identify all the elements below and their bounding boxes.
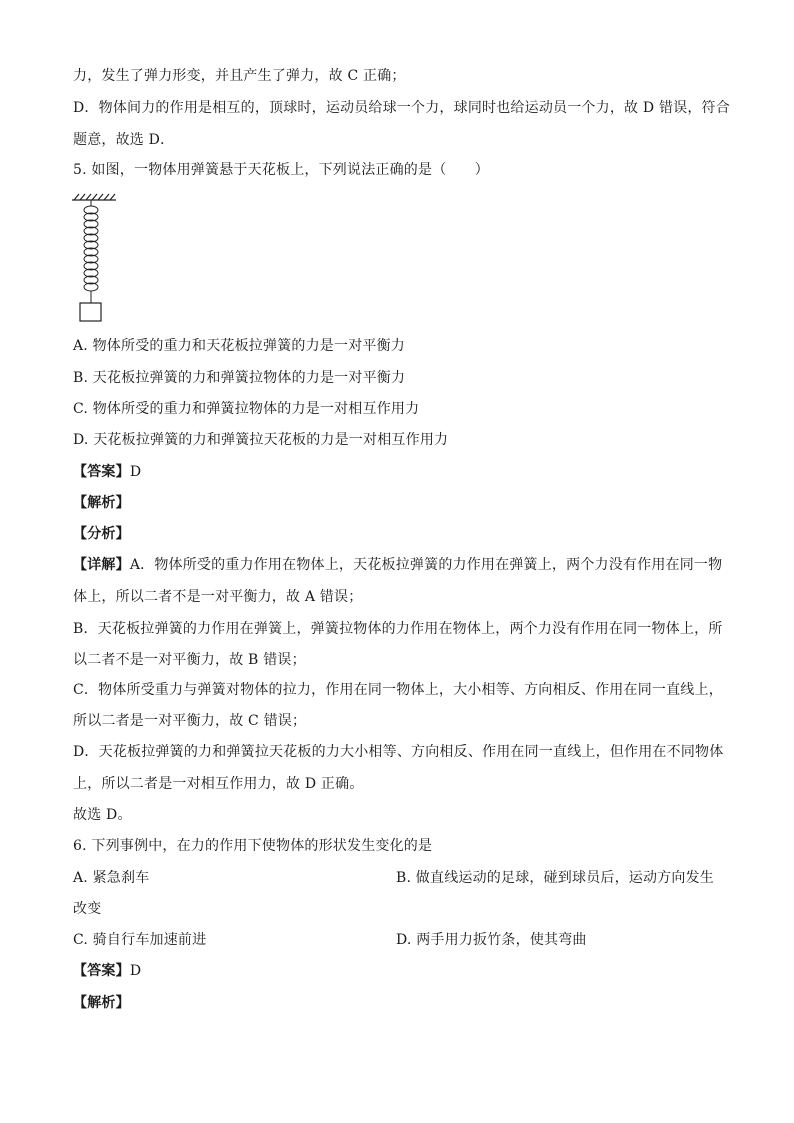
q6-answer — [73, 961, 723, 981]
q5-conclusion: 故选 D。 — [73, 807, 132, 823]
spring-icon — [84, 200, 98, 303]
q5-analysis-tag: 【解析】 — [73, 495, 130, 511]
q5-detail-line-8: 上，所以二者是一对相互作用力，故 D 正确。 — [73, 776, 364, 792]
detail-tag: 【详解】 — [73, 557, 130, 573]
answer-tag: 【答案】 — [73, 963, 130, 979]
q5-detail-line-5: C．物体所受重力与弹簧对物体的拉力，作用在同一物体上，大小相等、方向相反、作用在同一直线上， — [73, 682, 723, 698]
prev-answer-line-1: 力，发生了弹力形变，并且产生了弹力，故 C 正确； — [73, 68, 406, 84]
spring-diagram — [70, 193, 120, 325]
q5-detail-line-3: B．天花板拉弹簧的力作用在弹簧上，弹簧拉物体的力作用在物体上，两个力没有作用在同一物体上，所 — [73, 621, 723, 637]
q5-detail-line-4: 以二者不是一对平衡力，故 B 错误； — [73, 652, 306, 668]
q5-option-d: D. 天花板拉弹簧的力和弹簧拉天花板的力是一对相互作用力 — [73, 432, 449, 448]
q6-option-c: C. 骑自行车加速前进 — [73, 932, 207, 948]
q6-analysis-tag: 【解析】 — [73, 995, 130, 1011]
q5-detail-line-1 — [73, 555, 723, 575]
answer-value: D — [129, 464, 142, 480]
q6-options-row-2 — [73, 930, 723, 950]
ceiling-icon — [72, 194, 116, 200]
q5-answer — [73, 462, 723, 482]
q5-fenxi-tag: 【分析】 — [73, 526, 130, 542]
q6-option-d: D. 两手用力扳竹条，使其弯曲 — [396, 932, 587, 948]
question-5-stem: 5. 如图，一物体用弹簧悬于天花板上，下列说法正确的是（ ） — [73, 162, 490, 178]
answer-value: D — [129, 963, 142, 979]
hanging-block-icon — [80, 303, 101, 321]
q5-option-b: B. 天花板拉弹簧的力和弹簧拉物体的力是一对平衡力 — [73, 370, 406, 386]
q6-option-b-cont: 改变 — [73, 901, 102, 917]
q6-option-b: B. 做直线运动的足球，碰到球员后，运动方向发生 — [396, 870, 714, 886]
q6-option-a: A. 紧急刹车 — [73, 870, 150, 886]
answer-tag: 【答案】 — [73, 464, 130, 480]
q5-option-c: C. 物体所受的重力和弹簧拉物体的力是一对相互作用力 — [73, 401, 420, 417]
q5-option-a: A. 物体所受的重力和天花板拉弹簧的力是一对平衡力 — [73, 338, 406, 354]
q6-options-row-1 — [73, 868, 723, 888]
detail-text: A．物体所受的重力作用在物体上，天花板拉弹簧的力作用在弹簧上，两个力没有作用在同一物 — [129, 557, 723, 573]
question-6-stem: 6. 下列事例中，在力的作用下使物体的形状发生变化的是 — [73, 838, 433, 854]
q5-detail-line-2: 体上，所以二者不是一对平衡力，故 A 错误； — [73, 589, 363, 605]
prev-answer-line-2: D．物体间力的作用是相互的，顶球时，运动员给球一个力，球同时也给运动员一个力，故 D 错误，符合 — [73, 100, 730, 116]
q5-detail-line-6: 所以二者是一对平衡力，故 C 错误； — [73, 713, 307, 729]
q5-detail-line-7: D．天花板拉弹簧的力和弹簧拉天花板的力大小相等、方向相反、作用在同一直线上，但作用在不同物体 — [73, 744, 724, 760]
prev-answer-line-3: 题意，故选 D． — [73, 132, 175, 148]
